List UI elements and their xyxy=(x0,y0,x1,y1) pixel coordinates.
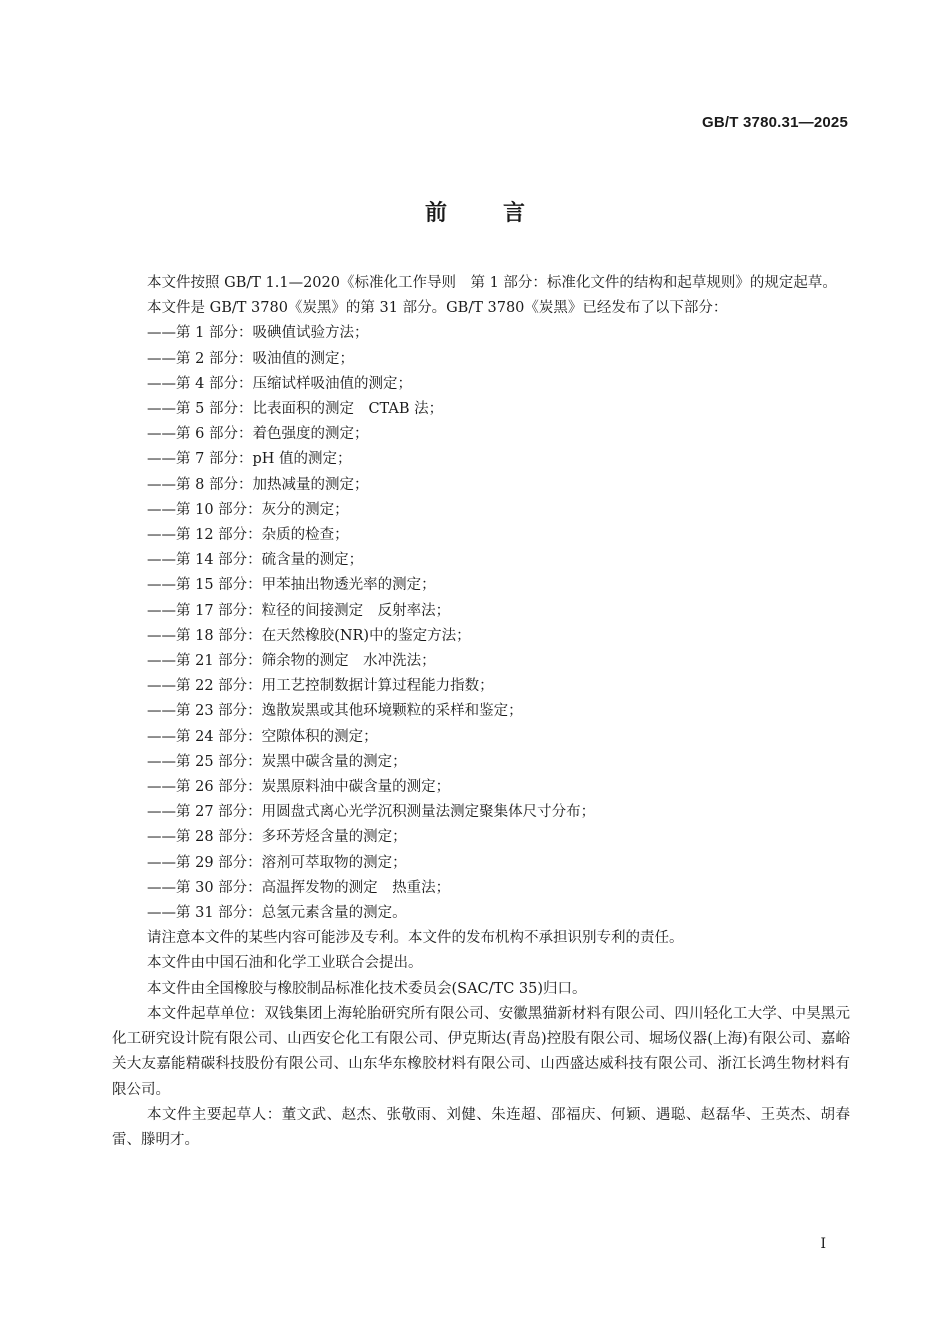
parts-list xyxy=(112,321,850,926)
list-item: ——第 7 部分：pH 值的测定； xyxy=(147,451,352,468)
list-item: ——第 4 部分：压缩试样吸油值的测定； xyxy=(147,375,412,392)
list-item: ——第 5 部分：比表面积的测定 CTAB 法； xyxy=(147,401,444,418)
foreword-body xyxy=(112,271,850,1153)
list-item: ——第 22 部分：用工艺控制数据计算过程能力指数； xyxy=(147,678,494,695)
page-number: I xyxy=(820,1236,826,1252)
centralized-by: 本文件由全国橡胶与橡胶制品标准化技术委员会(SAC/TC 35)归口。 xyxy=(147,980,587,997)
list-item: ——第 25 部分：炭黑中碳含量的测定； xyxy=(147,753,407,770)
list-item: ——第 8 部分：加热减量的测定； xyxy=(147,476,369,493)
main-drafters: 本文件主要起草人：董文武、赵杰、张敬雨、刘健、朱连超、邵福庆、何颖、遇聪、赵磊华、王英杰、胡春雷、滕明才。 xyxy=(112,1106,850,1148)
list-item: ——第 6 部分：着色强度的测定； xyxy=(147,426,369,443)
list-item: ——第 28 部分：多环芳烃含量的测定； xyxy=(147,829,407,846)
list-item: ——第 18 部分：在天然橡胶(NR)中的鉴定方法； xyxy=(147,627,471,644)
list-item: ——第 23 部分：逸散炭黑或其他环境颗粒的采样和鉴定； xyxy=(147,703,523,720)
intro-paragraph-1: 本文件按照 GB/T 1.1—2020《标准化工作导则 第 1 部分：标准化文件的结构和起草规则》的规定起草。 xyxy=(147,275,837,291)
list-item: ——第 12 部分：杂质的检查； xyxy=(147,527,349,544)
list-item: ——第 29 部分：溶剂可萃取物的测定； xyxy=(147,854,407,871)
list-item: ——第 27 部分：用圆盘式离心光学沉积测量法测定聚集体尺寸分布； xyxy=(147,804,596,821)
list-item: ——第 10 部分：灰分的测定； xyxy=(147,501,349,518)
list-item: ——第 21 部分：筛余物的测定 水冲洗法； xyxy=(147,653,436,670)
page-title: 前言 xyxy=(424,201,581,226)
list-item: ——第 24 部分：空隙体积的测定； xyxy=(147,728,378,745)
proposed-by: 本文件由中国石油和化学工业联合会提出。 xyxy=(147,955,423,972)
drafting-units: 本文件起草单位：双钱集团上海轮胎研究所有限公司、安徽黑猫新材料有限公司、四川轻化工大学、中昊黑元化工研究设计院有限公司、山西安仑化工有限公司、伊克斯达(青岛)控股有限公司、堀场仪器(上海)有限公司、嘉峪关大友嘉能精碳科技股份有限公司、山东华东橡胶材料有限公司、山西盛达威科技有限公司、浙江长鸿生物材料有限公司。 xyxy=(112,1005,850,1098)
list-item: ——第 31 部分：总氢元素含量的测定。 xyxy=(147,905,407,922)
list-item: ——第 17 部分：粒径的间接测定 反射率法； xyxy=(147,602,451,619)
patent-notice: 请注意本文件的某些内容可能涉及专利。本文件的发布机构不承担识别专利的责任。 xyxy=(147,930,684,947)
list-item: ——第 26 部分：炭黑原料油中碳含量的测定； xyxy=(147,779,451,796)
list-item: ——第 14 部分：硫含量的测定； xyxy=(147,552,364,569)
list-item: ——第 2 部分：吸油值的测定； xyxy=(147,350,354,367)
list-item: ——第 30 部分：高温挥发物的测定 热重法； xyxy=(147,879,451,896)
intro-paragraph-2: 本文件是 GB/T 3780《炭黑》的第 31 部分。GB/T 3780《炭黑》已经发布了以下部分： xyxy=(147,300,728,317)
list-item: ——第 1 部分：吸碘值试验方法； xyxy=(147,325,369,342)
list-item: ——第 15 部分：甲苯抽出物透光率的测定； xyxy=(147,577,436,594)
document-code: GB/T 3780.31—2025 xyxy=(702,114,848,131)
